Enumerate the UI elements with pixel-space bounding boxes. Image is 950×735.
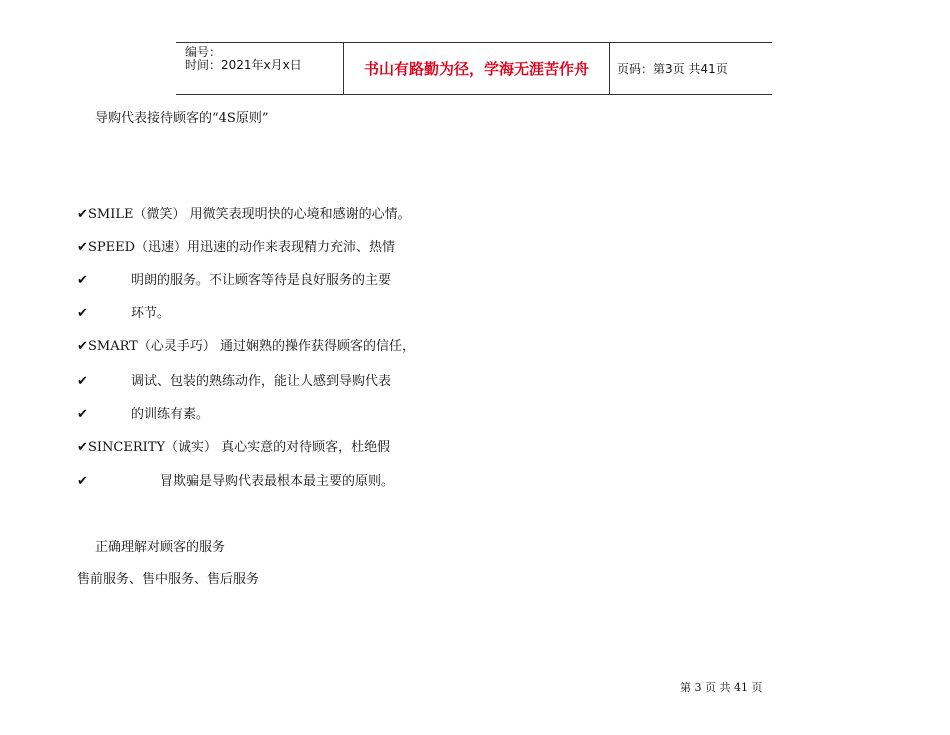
checklist-item <box>77 406 210 424</box>
checklist-item <box>77 239 396 257</box>
header-motto: 书山有路勤为径，学海无涯苦作舟 <box>363 60 589 78</box>
header-divider <box>609 43 610 94</box>
checkmark-icon: ✔ <box>77 374 88 389</box>
checkmark-icon: ✔ <box>77 273 88 288</box>
checklist-text: 调试、包装的熟练动作，能让人感到导购代表 <box>131 374 392 389</box>
checklist-text: SMILE（微笑） 用微笑表现明快的心境和感谢的心情。 <box>88 207 411 222</box>
checklist-item <box>77 473 395 491</box>
header-page-label: 页码：第3页 共41页 <box>617 62 728 76</box>
document-time-label: 时间：2021年x月x日 <box>185 58 302 72</box>
checklist-text: 明朗的服务。不让顾客等待是良好服务的主要 <box>131 273 392 288</box>
checkmark-icon: ✔ <box>77 474 88 489</box>
checkmark-icon: ✔ <box>77 440 88 455</box>
checklist-text: SPEED（迅速）用迅速的动作来表现精力充沛、热情 <box>88 240 396 255</box>
document-number-label: 编号： <box>185 45 222 59</box>
checkmark-icon: ✔ <box>77 240 88 255</box>
checkmark-icon: ✔ <box>77 306 88 321</box>
checkmark-icon: ✔ <box>77 339 88 354</box>
checkmark-icon: ✔ <box>77 207 88 222</box>
checklist-text: 冒欺骗是导购代表最根本最主要的原则。 <box>160 474 395 489</box>
checklist-item <box>77 305 171 323</box>
checklist-item <box>77 338 415 356</box>
checklist-text: 环节。 <box>131 306 171 321</box>
intro-heading: 导购代表接待顾客的“4S原则” <box>95 111 269 126</box>
checklist-item <box>77 439 391 457</box>
checklist-item <box>77 373 392 391</box>
checklist-text: 的训练有素。 <box>131 407 210 422</box>
section-heading: 正确理解对顾客的服务 <box>95 540 226 555</box>
document-header <box>176 42 772 95</box>
checklist-item <box>77 206 411 224</box>
page-footer: 第 3 页 共 41 页 <box>680 681 763 694</box>
checkmark-icon: ✔ <box>77 407 88 422</box>
checklist-text: SINCERITY（诚实） 真心实意的对待顾客，杜绝假 <box>88 440 391 455</box>
section-line: 售前服务、售中服务、售后服务 <box>77 572 260 587</box>
checklist-text: SMART（心灵手巧） 通过娴熟的操作获得顾客的信任， <box>88 339 415 354</box>
header-meta <box>176 43 343 94</box>
checklist-item <box>77 272 392 290</box>
